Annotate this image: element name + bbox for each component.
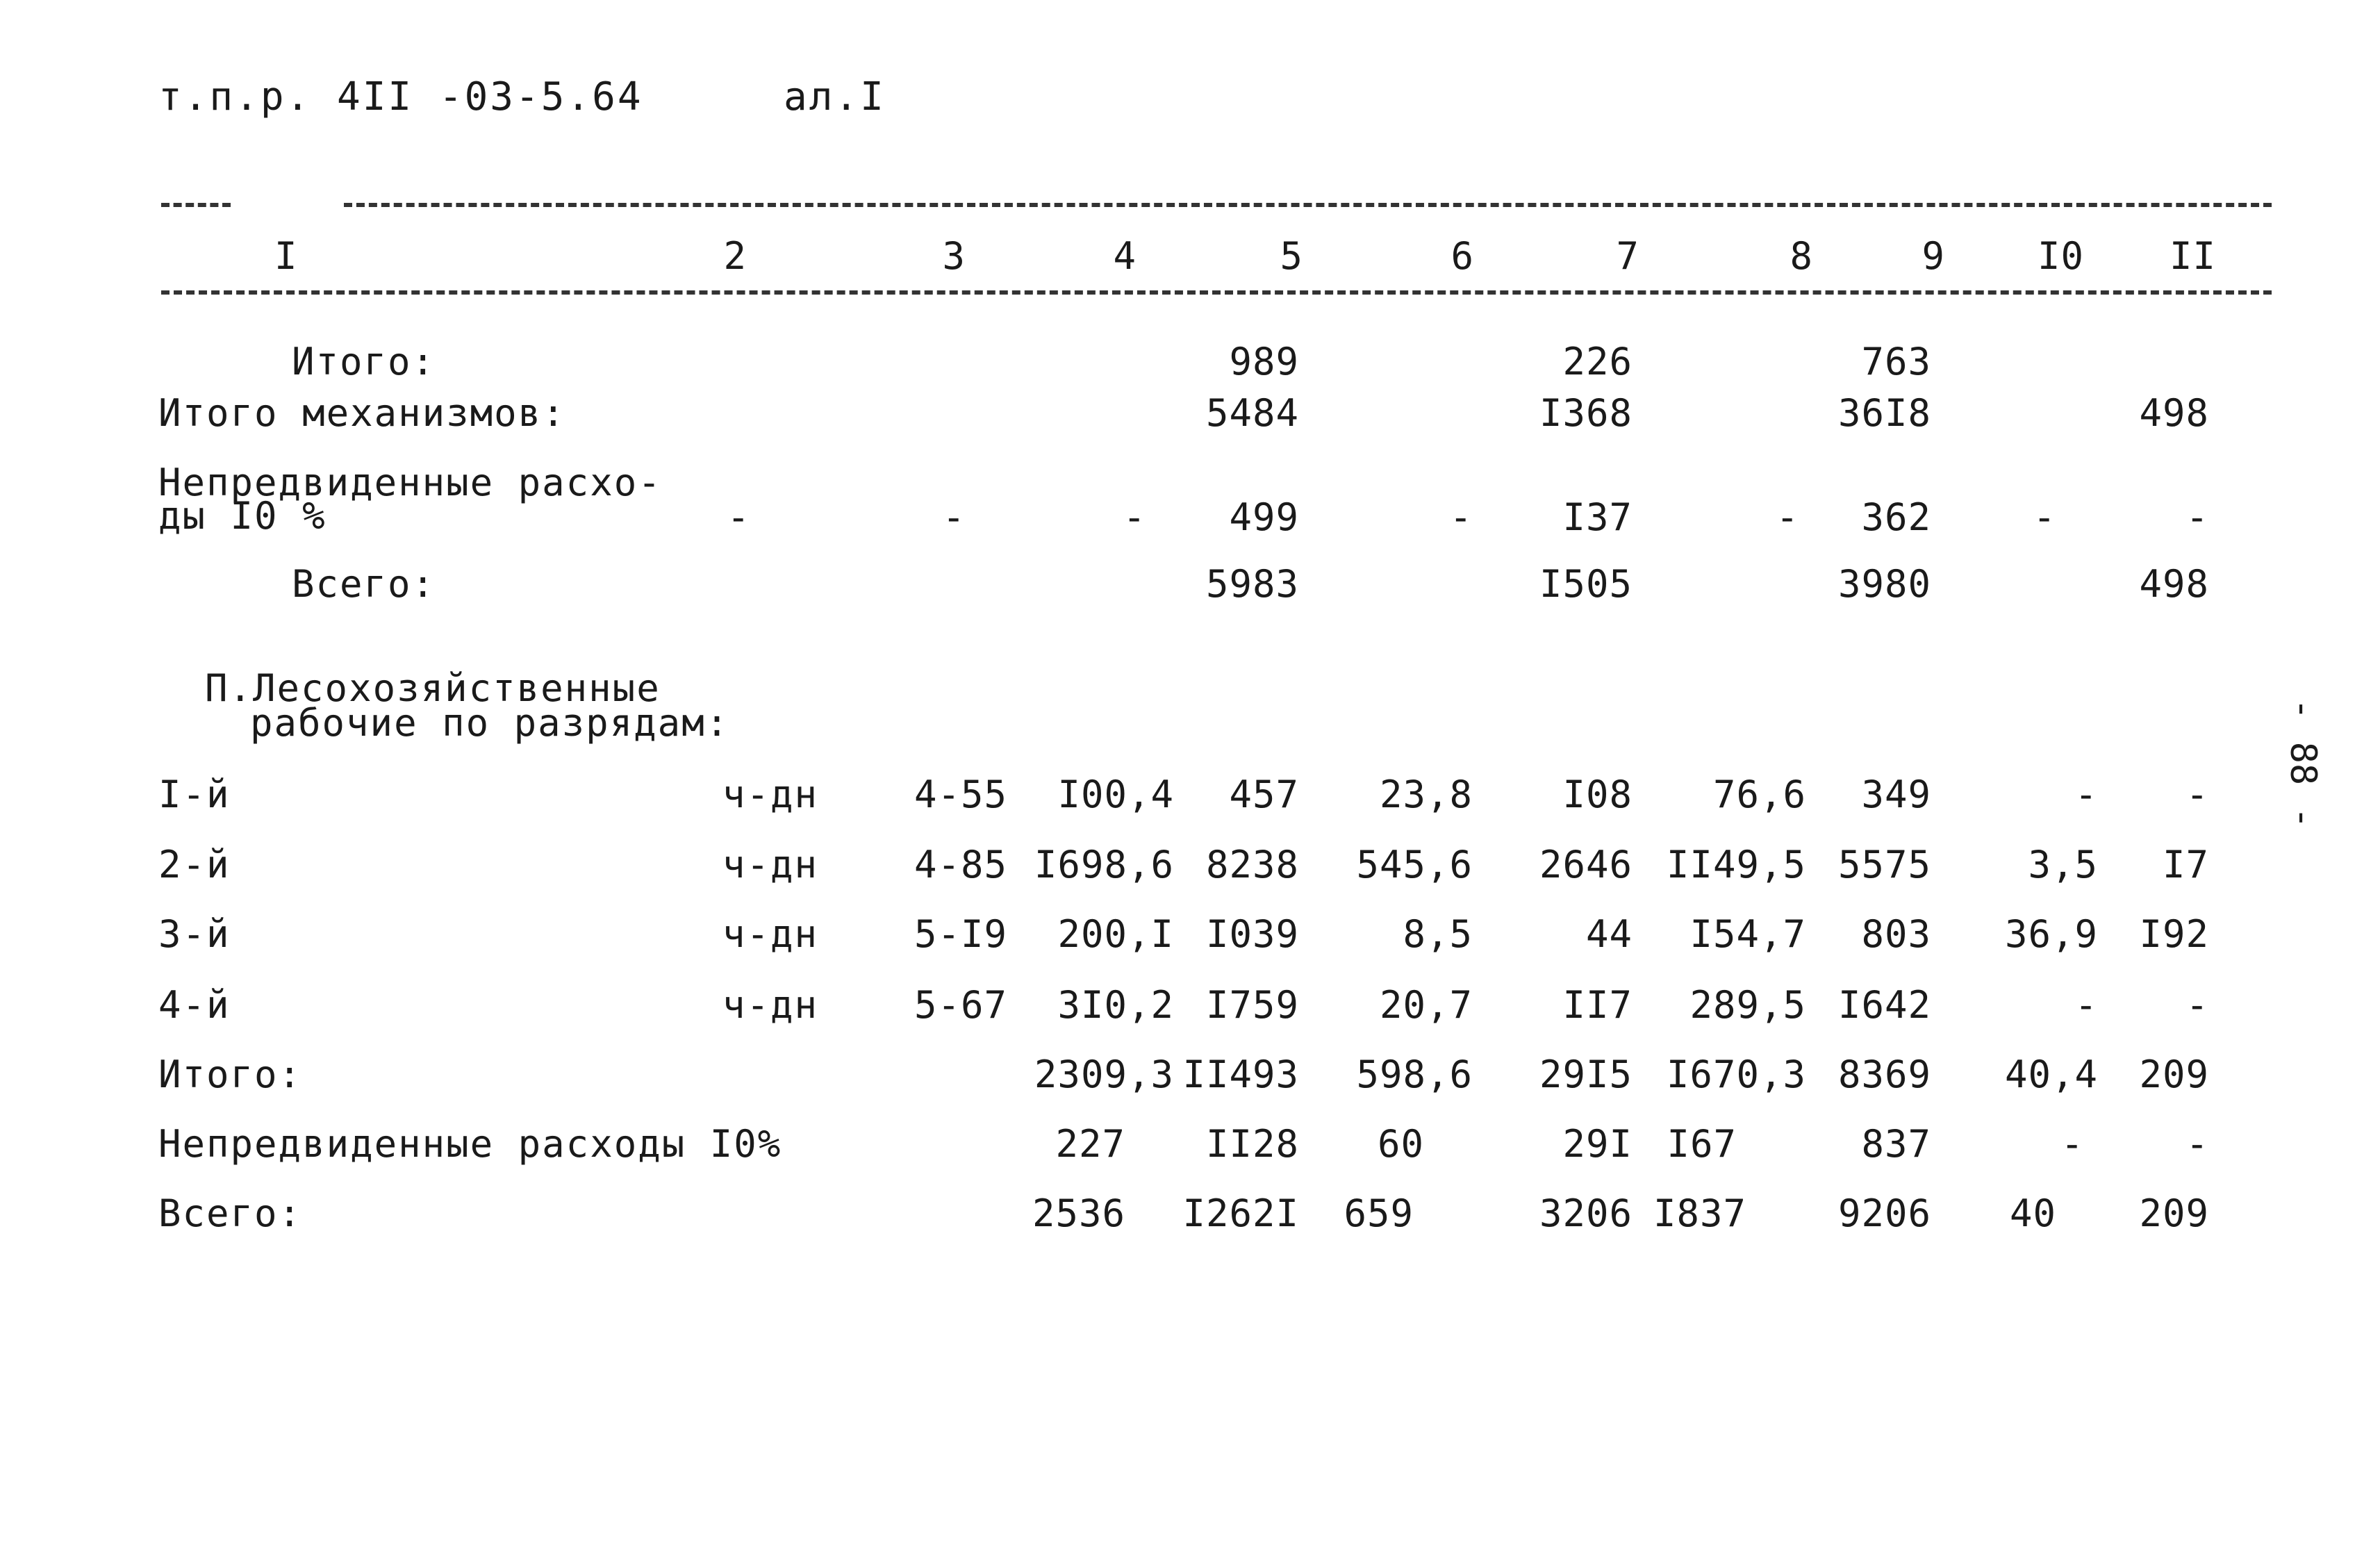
s2-row-unit: ч-дн <box>722 773 819 816</box>
s2-row-c4: I698,6 <box>1034 843 1174 886</box>
col-header-6: 6 <box>1451 234 1474 278</box>
s2-itogo-c7: 29I5 <box>1539 1053 1633 1096</box>
s2-row-c7: II7 <box>1562 983 1633 1027</box>
s2-row-c5: I039 <box>1205 912 1299 956</box>
s1-vsego-label: Всего: <box>292 562 436 606</box>
s2-row-c4: I00,4 <box>1057 773 1174 816</box>
s2-row-c9: 803 <box>1861 912 1931 956</box>
s1-nepred-c3: - <box>942 495 966 539</box>
s2-row-c8: 76,6 <box>1712 773 1806 816</box>
s2-row-unit: ч-дн <box>722 912 819 956</box>
s1-itogo-mech-c9: 36I8 <box>1837 391 1931 435</box>
s2-row-c6: 23,8 <box>1379 773 1473 816</box>
s2-vsego-c10: 40 <box>2009 1191 2056 1235</box>
sheet-label: ал.I <box>784 74 886 119</box>
s1-nepred-label-1: Непредвиденные расхо- <box>158 461 662 504</box>
s2-row-c5: I759 <box>1205 983 1299 1027</box>
col-header-9: 9 <box>1922 234 1945 278</box>
s2-row-c4: 200,I <box>1057 912 1174 956</box>
s2-itogo-c11: 209 <box>2139 1053 2209 1096</box>
s2-row-label: I-й <box>158 773 231 816</box>
s2-row-c10: - <box>2074 773 2098 816</box>
s2-vsego-c4: 2536 <box>1032 1191 1125 1235</box>
s2-title-1: П.Лесохозяйственные <box>205 666 661 710</box>
s2-row-c11: I7 <box>2162 843 2209 886</box>
s2-row-c11: - <box>2185 983 2209 1027</box>
s2-row-c7: 2646 <box>1539 843 1633 886</box>
s2-nepred-c8: I67 <box>1667 1122 1737 1166</box>
s2-row-c3: 4-55 <box>914 773 1007 816</box>
dashed-rule-top <box>344 203 2272 207</box>
s2-row-c8: I54,7 <box>1689 912 1806 956</box>
s2-itogo-c9: 8369 <box>1837 1053 1931 1096</box>
s2-itogo-c5: II493 <box>1182 1053 1299 1096</box>
page-number: - 88 - <box>2282 698 2324 829</box>
s1-itogo-c5: 989 <box>1229 340 1299 383</box>
s1-itogo-mech-c11: 498 <box>2139 391 2209 435</box>
s2-row-c11: - <box>2185 773 2209 816</box>
s2-row-c11: I92 <box>2139 912 2209 956</box>
col-header-2: 2 <box>723 234 747 278</box>
col-header-8: 8 <box>1790 234 1813 278</box>
col-header-11: II <box>2169 234 2216 278</box>
s2-nepred-c11: - <box>2185 1122 2209 1166</box>
s2-row-c3: 4-85 <box>914 843 1007 886</box>
s2-row-c10: 36,9 <box>2004 912 2098 956</box>
s2-nepred-c6: 60 <box>1377 1122 1424 1166</box>
s1-nepred-c6: - <box>1449 495 1473 539</box>
s2-vsego-c7: 3206 <box>1539 1191 1633 1235</box>
col-header-1: I <box>274 234 298 278</box>
s2-nepred-label: Непредвиденные расходы I0% <box>158 1122 782 1166</box>
s2-vsego-label: Всего: <box>158 1191 303 1235</box>
s2-vsego-c6: 659 <box>1344 1191 1414 1235</box>
s2-vsego-c11: 209 <box>2139 1191 2209 1235</box>
s2-row-c5: 457 <box>1229 773 1299 816</box>
s2-nepred-c4: 227 <box>1055 1122 1125 1166</box>
s2-row-unit: ч-дн <box>722 843 819 886</box>
s2-row-c7: 44 <box>1585 912 1633 956</box>
s2-itogo-label: Итого: <box>158 1053 303 1096</box>
col-header-10: I0 <box>2037 234 2084 278</box>
s2-itogo-c8: I670,3 <box>1666 1053 1806 1096</box>
s2-row-c10: 3,5 <box>2028 843 2098 886</box>
s2-row-c6: 545,6 <box>1356 843 1473 886</box>
s2-vsego-c5: I262I <box>1182 1191 1299 1235</box>
s2-row-unit: ч-дн <box>722 983 819 1027</box>
s1-itogo-mech-c7: I368 <box>1539 391 1633 435</box>
s2-row-c4: 3I0,2 <box>1057 983 1174 1027</box>
s1-nepred-c4: - <box>1123 495 1146 539</box>
dashed-rule-left <box>161 203 231 207</box>
s1-vsego-c11: 498 <box>2139 562 2209 606</box>
s1-nepred-c11: - <box>2185 495 2209 539</box>
s1-vsego-c5: 5983 <box>1205 562 1299 606</box>
s2-nepred-c9: 837 <box>1861 1122 1931 1166</box>
s1-itogo-label: Итого: <box>292 340 436 383</box>
dashed-rule-bottom <box>161 290 2272 295</box>
s1-nepred-label-2: ды I0 % <box>158 494 327 538</box>
s2-vsego-c9: 9206 <box>1837 1191 1931 1235</box>
s1-itogo-c9: 763 <box>1861 340 1931 383</box>
s1-nepred-c10: - <box>2033 495 2056 539</box>
s1-nepred-c5: 499 <box>1229 495 1299 539</box>
col-header-7: 7 <box>1616 234 1639 278</box>
s2-row-c9: 5575 <box>1837 843 1931 886</box>
s2-row-c9: 349 <box>1861 773 1931 816</box>
s2-row-label: 4-й <box>158 983 231 1027</box>
s1-nepred-c7: I37 <box>1562 495 1633 539</box>
s1-nepred-c9: 362 <box>1861 495 1931 539</box>
s2-nepred-c7: 29I <box>1562 1122 1633 1166</box>
s2-row-c3: 5-67 <box>914 983 1007 1027</box>
s2-itogo-c6: 598,6 <box>1356 1053 1473 1096</box>
s2-row-c8: 289,5 <box>1689 983 1806 1027</box>
s2-title-2: рабочие по разрядам: <box>250 701 730 745</box>
s1-itogo-mech-c5: 5484 <box>1205 391 1299 435</box>
col-header-4: 4 <box>1113 234 1137 278</box>
s2-row-c9: I642 <box>1837 983 1931 1027</box>
s2-vsego-c8: I837 <box>1653 1191 1747 1235</box>
s2-itogo-c10: 40,4 <box>2004 1053 2098 1096</box>
s2-nepred-c10: - <box>2060 1122 2084 1166</box>
s2-row-label: 2-й <box>158 843 231 886</box>
s2-row-c6: 20,7 <box>1379 983 1473 1027</box>
col-header-5: 5 <box>1280 234 1303 278</box>
s2-row-c10: - <box>2074 983 2098 1027</box>
s1-vsego-c9: 3980 <box>1837 562 1931 606</box>
s2-nepred-c5: II28 <box>1205 1122 1299 1166</box>
s2-row-c8: II49,5 <box>1666 843 1806 886</box>
document-reference: т.п.р. 4II -03-5.64 <box>158 74 643 119</box>
s2-row-label: 3-й <box>158 912 231 956</box>
s1-vsego-c7: I505 <box>1539 562 1633 606</box>
s2-row-c3: 5-I9 <box>914 912 1007 956</box>
s1-itogo-c7: 226 <box>1562 340 1633 383</box>
col-header-3: 3 <box>942 234 966 278</box>
s2-itogo-c4: 2309,3 <box>1034 1053 1174 1096</box>
s1-nepred-c2: - <box>727 495 750 539</box>
s1-nepred-c8: - <box>1776 495 1799 539</box>
s1-itogo-mech-label: Итого механизмов: <box>158 391 566 435</box>
s2-row-c6: 8,5 <box>1403 912 1473 956</box>
s2-row-c7: I08 <box>1562 773 1633 816</box>
s2-row-c5: 8238 <box>1205 843 1299 886</box>
